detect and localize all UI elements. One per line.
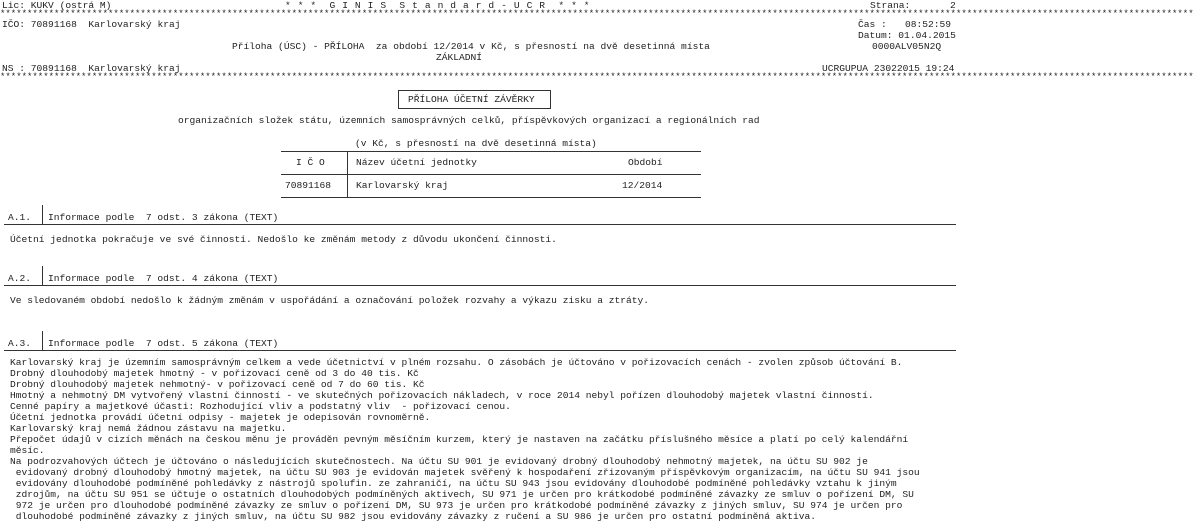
section-text-line: dlouhodobé podmíněné závazky z jiných smluv, na účtu SU 982 jsou evidovány závazky z ručení a SU 986 je určen pro ostatní podmíněná aktiva. bbox=[10, 511, 817, 522]
section-text-line: evidovaný drobný dlouhodobý hmotný majetek, na účtu SU 903 je evidován majetek svěřený k hospodaření zřizovaným příspěvkovým organizacím, na účtu SU 941 jsou bbox=[10, 467, 920, 478]
section-text-line: Drobný dlouhodobý majetek nehmotný- v pořizovací ceně od 7 do 60 tis. Kč bbox=[10, 379, 425, 390]
section-divider bbox=[42, 266, 43, 285]
ns-line: NS : 70891168 Karlovarský kraj bbox=[2, 63, 181, 74]
separator-stars: ***************************************************************************************************************************************************************************************************************************** bbox=[0, 9, 1194, 19]
time-label: Čas : bbox=[858, 19, 887, 30]
date-value: Datum: 01.04.2015 bbox=[858, 30, 956, 41]
title-subtitle: organizačních složek státu, územních samosprávných celků, příspěvkových organizací a regionálních rad bbox=[178, 115, 760, 126]
section-title: Informace podle 7 odst. 5 zákona (TEXT) bbox=[48, 338, 279, 349]
page-label: Strana: bbox=[870, 0, 911, 11]
entity-col-name: Název účetní jednotky bbox=[356, 157, 477, 168]
section-text-line: Drobný dlouhodobý majetek hmotný - v pořizovací ceně od 3 do 40 tis. Kč bbox=[10, 368, 419, 379]
system-title: * * * G I N I S S t a n d a r d - U C R * * * bbox=[285, 0, 591, 11]
entity-name: Karlovarský kraj bbox=[356, 180, 449, 191]
section-rule bbox=[4, 285, 956, 286]
separator-stars-2: ***************************************************************************************************************************************************************************************************************************** bbox=[0, 72, 1194, 82]
time-value: 08:52:59 bbox=[905, 19, 952, 30]
entity-ico: 70891168 bbox=[285, 180, 332, 191]
section-text-line: Účetní jednotka pokračuje ve své činnosti. Nedošlo ke změnám metody z důvodu ukončení činnosti. bbox=[10, 234, 557, 245]
section-text-line: Hmotný a nehmotný DM vytvořený vlastní činností - ve skutečných pořizovacích nákladech, v roce 2014 nebyl pořízen dlouhodobý majetek vlastní činností. bbox=[10, 390, 874, 401]
section-text-line: evidovány dlouhodobé podmíněné pohledávky z nástrojů spolufin. ze zahraničí, na účtu SU 943 jsou evidovány dlouhodobé podmíněné pohledávky vztahu k jiným bbox=[10, 478, 897, 489]
title-precision-note: (v Kč, s přesností na dvě desetinná místa) bbox=[355, 138, 597, 149]
entity-table-mid-rule bbox=[281, 174, 701, 175]
license-label: Lic: KUKV (ostrá M) bbox=[2, 0, 112, 11]
section-text-line: Účetní jednotka provádí účetní odpisy - majetek je odepisován rovnoměrně. bbox=[10, 412, 431, 423]
report-title: Příloha (ÚSC) - PŘÍLOHA za období 12/2014 v Kč, s přesností na dvě desetinná místa bbox=[232, 41, 710, 52]
section-rule bbox=[4, 350, 956, 351]
section-title: Informace podle 7 odst. 4 zákona (TEXT) bbox=[48, 273, 279, 284]
section-text-line: Karlovarský kraj nemá žádnou zástavu na majetku. bbox=[10, 423, 287, 434]
entity-table-bottom-rule bbox=[281, 197, 701, 198]
section-title: Informace podle 7 odst. 3 zákona (TEXT) bbox=[48, 212, 279, 223]
section-text-line: Ve sledovaném období nedošlo k žádným změnám v uspořádání a označování položek rozvahy a výkazu zisku a ztráty. bbox=[10, 295, 650, 306]
entity-col-period: Období bbox=[628, 157, 663, 168]
page-number: 2 bbox=[950, 0, 956, 11]
section-text-line: Na podrozvahových účtech je účtováno o následujících skutečnostech. Na účtu SU 901 je evidovaný drobný dlouhodobý nehmotný majetek, na účtu SU 902 je bbox=[10, 456, 868, 467]
entity-col-ico: I Č O bbox=[296, 157, 325, 168]
section-text-line: měsíc. bbox=[10, 445, 45, 456]
section-divider bbox=[42, 331, 43, 350]
section-number: A.3. bbox=[8, 338, 32, 349]
section-text-line: Přepočet údajů v cizích měnách na českou měnu je prováděn pevným měsíčním kurzem, který je nastaven na začátku příslušného měsíce a platí po celý kalendářní bbox=[10, 434, 909, 445]
section-rule bbox=[4, 224, 956, 225]
entity-period: 12/2014 bbox=[622, 180, 663, 191]
section-number: A.2. bbox=[8, 273, 32, 284]
section-number: A.1. bbox=[8, 212, 32, 223]
section-text-line: Cenné papíry a majetkové účasti: Rozhodující vliv a podstatný vliv - pořizovací cenou. bbox=[10, 401, 511, 412]
report-variant: ZÁKLADNÍ bbox=[436, 52, 483, 63]
page-title: PŘÍLOHA ÚČETNÍ ZÁVĚRKY bbox=[408, 94, 535, 105]
section-text-line: zdrojům, na účtu SU 951 se účtuje o ostatních dlouhodobých podmíněných aktivech, SU 971 je určen pro krátkodobé podmíněné závazky ze smluv o pořízení DM, SU bbox=[10, 489, 914, 500]
ucr-stamp: UCRGUPUA 23022015 19:24 bbox=[822, 63, 955, 74]
section-divider bbox=[42, 205, 43, 224]
section-text-line: Karlovarský kraj je územním samosprávným celkem a vede účetnictví v plném rozsahu. O zásobách je účtováno v pořizovacích cenách - zvolen způsob účtování B. bbox=[10, 357, 903, 368]
entity-table-top-rule bbox=[281, 151, 701, 152]
section-text-line: 972 je určen pro dlouhodobé podmíněné závazky ze smluv o pořízení DM, SU 973 je určen pro krátkodobé podmíněné závazky z jiných smluv, SU 974 je určen pro bbox=[10, 500, 903, 511]
ico-line: IČO: 70891168 Karlovarský kraj bbox=[2, 19, 181, 30]
report-code: 0000ALV05N2Q bbox=[872, 41, 942, 52]
